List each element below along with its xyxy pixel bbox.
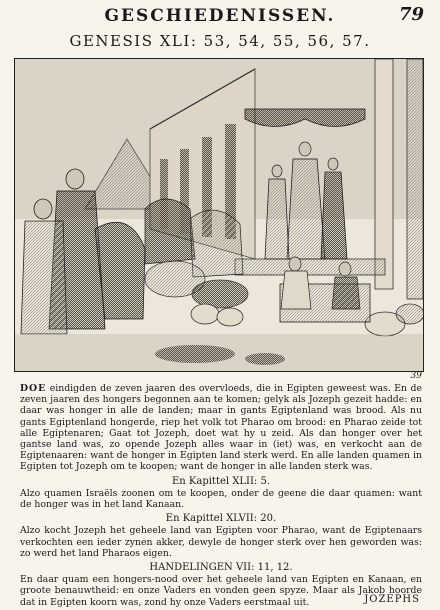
text-block (20, 383, 422, 608)
foreground-stones (155, 345, 235, 363)
catchword: JOZEPHS (364, 594, 420, 605)
paragraph-lead-word: DOE (20, 383, 47, 394)
heading-kapittel-47: En Kapittel XLVII: 20. (165, 513, 277, 525)
pillar-right (375, 59, 393, 289)
paragraph-kapittel-42: Alzo quamen Israëls zoonen om te koopen, onder de geene die daar quamen: want de honger was in het land Kanaan. (20, 487, 422, 511)
heading-kapittel-42: En Kapittel XLII: 5. (171, 475, 271, 487)
paragraph-genesis-text: eindigden de zeven jaaren des overvloeds, die in Egipten geweest was. En de zeven jaaren des hongers begonnen aan te komen; gelyk als Jozeph gezeit hadde: en daar was honger in alle de landen; maar in gants Egiptenland was brood. Als nu gants Egiptenland hongerde, riep het volk tot Pharao om brood: en Pharao zeide tot alle Egiptenaren; Gaat tot Jozeph, doet wat hy u zeid. Als dan honger over het gantse land was, zo opende Jozeph alles waar in (iet) was, en verkocht aan de Egiptenaaren: want de honger in Egipten land sterk werd. En alle landen quamen in Egipten tot Jozeph om te koopen; want de honger in alle landen sterk was. (20, 383, 422, 473)
pillar-far-right (407, 59, 423, 299)
chapter-reference: GENESIS XLI: 53, 54, 55, 56, 57. (69, 32, 371, 50)
paragraph-kapittel-47: Alzo kocht Jozeph het geheele land van Egipten voor Pharao, want de Egiptenaars verkochten een ieder zynen akker, dewyle de honger sterk over hen geworden was: zo werd het land Pharaos eigen. (20, 525, 422, 559)
engraving-scene (15, 59, 423, 371)
heading-handelingen: HANDELINGEN VII: 11, 12. (149, 562, 293, 574)
throne-platform (235, 259, 385, 275)
plate-number: 39 (410, 371, 422, 381)
engraving-illustration (14, 58, 424, 372)
page-number: 79 (398, 4, 424, 25)
paragraph-genesis (20, 383, 422, 473)
running-head-title: GESCHIEDENISSEN. (104, 6, 336, 26)
paragraph-handelingen: En daar quam een hongers-nood over het geheele land van Egipten en Kanaan, en groote benauwtheid: en onze Vaders en vonden geen spyze. Maar als Jakob hoorde dat in Egipten koorn was, zond hy onze Vaders eerstmaal uit. (20, 574, 422, 608)
